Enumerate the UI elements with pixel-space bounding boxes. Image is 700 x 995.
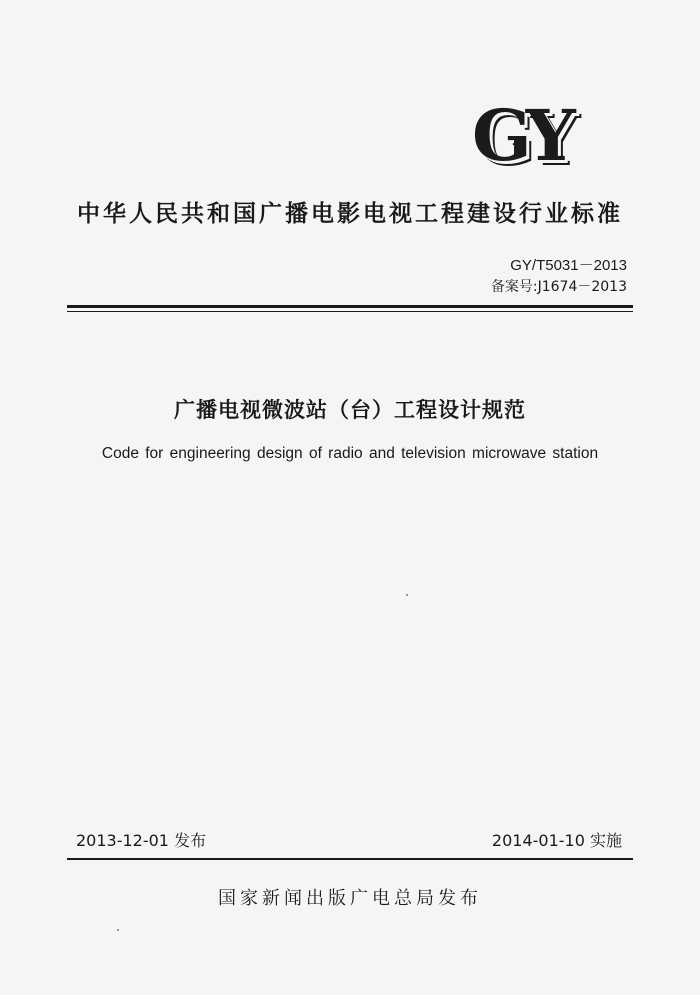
scan-speck: [117, 929, 119, 931]
footer-divider: [67, 858, 633, 860]
header-divider-thick: [67, 305, 633, 308]
gy-logo: GY: [472, 94, 570, 177]
document-title-english: Code for engineering design of radio and television microwave station: [101, 445, 599, 462]
issue-date: 2013-12-01 发布: [76, 831, 207, 850]
standard-number: GY/T5031－2013: [510, 257, 627, 274]
document-title-chinese: 广播电视微波站（台）工程设计规范: [174, 398, 526, 422]
publisher: 国家新闻出版广电总局发布: [218, 888, 482, 909]
effective-date: 2014-01-10 实施: [491, 831, 622, 850]
header-divider-thin: [67, 311, 633, 312]
standard-category-heading: 中华人民共和国广播电影电视工程建设行业标准: [77, 201, 623, 227]
record-number: 备案号:J1674－2013: [490, 279, 627, 295]
scan-speck: [406, 594, 408, 596]
